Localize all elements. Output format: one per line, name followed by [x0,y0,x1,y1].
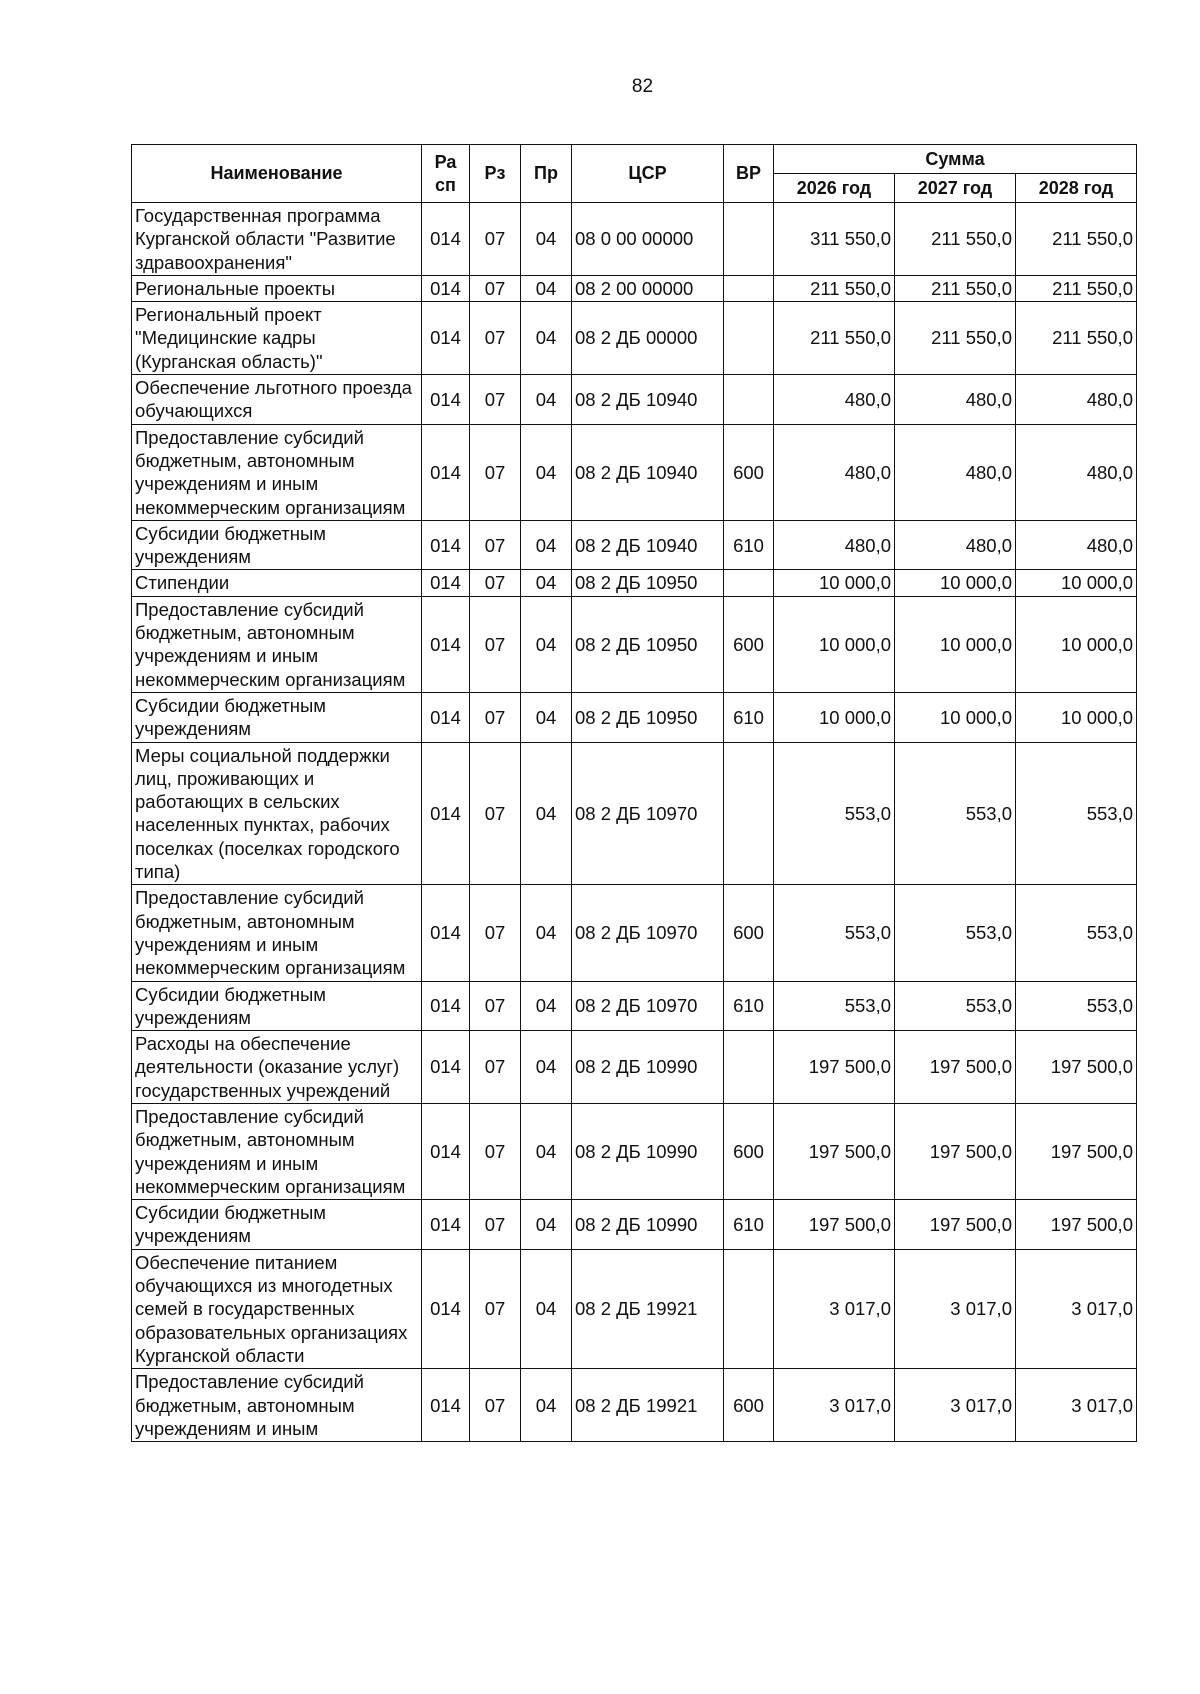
rasp-cell: 014 [422,302,470,375]
sum-2027-cell: 211 550,0 [895,275,1016,301]
rasp-cell: 014 [422,1200,470,1250]
rz-cell: 07 [470,692,521,742]
name-cell: Субсидии бюджетным учреждениям [132,1200,422,1250]
header-rz: Рз [470,145,521,203]
vr-cell [724,203,774,276]
csr-cell: 08 2 ДБ 10950 [572,570,724,596]
table-row [132,885,1137,981]
rz-cell: 07 [470,520,521,570]
vr-cell: 600 [724,596,774,692]
table-row [132,1031,1137,1104]
rz-cell: 07 [470,1249,521,1368]
sum-2027-cell: 553,0 [895,981,1016,1031]
vr-cell: 610 [724,1200,774,1250]
rasp-cell: 014 [422,1369,470,1442]
sum-2028-cell: 211 550,0 [1016,275,1137,301]
sum-2027-cell: 211 550,0 [895,302,1016,375]
name-cell: Субсидии бюджетным учреждениям [132,692,422,742]
sum-2028-cell: 480,0 [1016,375,1137,425]
rasp-cell: 014 [422,203,470,276]
rasp-cell: 014 [422,981,470,1031]
sum-2027-cell: 3 017,0 [895,1249,1016,1368]
rz-cell: 07 [470,302,521,375]
table-row [132,742,1137,885]
vr-cell [724,742,774,885]
name-cell: Обеспечение питанием обучающихся из многодетных семей в государственных образовательных организациях Курганской области [132,1249,422,1368]
sum-2028-cell: 10 000,0 [1016,692,1137,742]
table-row [132,981,1137,1031]
csr-cell: 08 2 ДБ 00000 [572,302,724,375]
sum-2027-cell: 480,0 [895,520,1016,570]
pr-cell: 04 [521,520,572,570]
rasp-cell: 014 [422,885,470,981]
rz-cell: 07 [470,424,521,520]
name-cell: Региональный проект "Медицинские кадры (Курганская область)" [132,302,422,375]
header-year-2027: 2027 год [895,174,1016,203]
header-csr: ЦСР [572,145,724,203]
rasp-cell: 014 [422,375,470,425]
vr-cell: 600 [724,885,774,981]
pr-cell: 04 [521,981,572,1031]
sum-2028-cell: 197 500,0 [1016,1103,1137,1199]
name-cell: Обеспечение льготного проезда обучающихся [132,375,422,425]
rasp-cell: 014 [422,742,470,885]
sum-2028-cell: 3 017,0 [1016,1369,1137,1442]
table-body [132,203,1137,1442]
pr-cell: 04 [521,1200,572,1250]
sum-2026-cell: 480,0 [774,520,895,570]
rasp-cell: 014 [422,1103,470,1199]
csr-cell: 08 0 00 00000 [572,203,724,276]
csr-cell: 08 2 ДБ 19921 [572,1249,724,1368]
sum-2027-cell: 197 500,0 [895,1031,1016,1104]
sum-2028-cell: 553,0 [1016,742,1137,885]
vr-cell: 610 [724,981,774,1031]
vr-cell: 610 [724,692,774,742]
rz-cell: 07 [470,885,521,981]
sum-2028-cell: 10 000,0 [1016,570,1137,596]
table-row [132,275,1137,301]
rasp-cell: 014 [422,692,470,742]
sum-2026-cell: 10 000,0 [774,570,895,596]
name-cell: Меры социальной поддержки лиц, проживающих и работающих в сельских населенных пунктах, рабочих поселках (поселках городского типа) [132,742,422,885]
rz-cell: 07 [470,1031,521,1104]
rasp-cell: 014 [422,1031,470,1104]
sum-2026-cell: 3 017,0 [774,1369,895,1442]
vr-cell: 610 [724,520,774,570]
pr-cell: 04 [521,424,572,520]
name-cell: Региональные проекты [132,275,422,301]
name-cell: Предоставление субсидий бюджетным, автономным учреждениям и иным [132,1369,422,1442]
pr-cell: 04 [521,302,572,375]
sum-2027-cell: 10 000,0 [895,692,1016,742]
rasp-cell: 014 [422,1249,470,1368]
sum-2028-cell: 197 500,0 [1016,1031,1137,1104]
name-cell: Предоставление субсидий бюджетным, автономным учреждениям и иным некоммерческим организациям [132,885,422,981]
csr-cell: 08 2 ДБ 10940 [572,375,724,425]
csr-cell: 08 2 ДБ 10990 [572,1031,724,1104]
rz-cell: 07 [470,596,521,692]
sum-2026-cell: 553,0 [774,981,895,1031]
sum-2028-cell: 197 500,0 [1016,1200,1137,1250]
header-rasp: Ра сп [422,145,470,203]
sum-2026-cell: 480,0 [774,375,895,425]
name-cell: Субсидии бюджетным учреждениям [132,520,422,570]
sum-2027-cell: 553,0 [895,885,1016,981]
header-year-2026: 2026 год [774,174,895,203]
table-row [132,424,1137,520]
table-row [132,203,1137,276]
rz-cell: 07 [470,981,521,1031]
header-name: Наименование [132,145,422,203]
csr-cell: 08 2 ДБ 10990 [572,1200,724,1250]
vr-cell [724,1249,774,1368]
vr-cell: 600 [724,424,774,520]
sum-2027-cell: 197 500,0 [895,1103,1016,1199]
pr-cell: 04 [521,596,572,692]
sum-2027-cell: 553,0 [895,742,1016,885]
sum-2026-cell: 197 500,0 [774,1031,895,1104]
name-cell: Предоставление субсидий бюджетным, автономным учреждениям и иным некоммерческим организациям [132,596,422,692]
sum-2027-cell: 480,0 [895,424,1016,520]
csr-cell: 08 2 ДБ 10940 [572,520,724,570]
csr-cell: 08 2 ДБ 10970 [572,885,724,981]
table-row [132,1369,1137,1442]
name-cell: Стипендии [132,570,422,596]
rz-cell: 07 [470,742,521,885]
sum-2026-cell: 197 500,0 [774,1200,895,1250]
sum-2028-cell: 10 000,0 [1016,596,1137,692]
sum-2028-cell: 211 550,0 [1016,203,1137,276]
sum-2028-cell: 480,0 [1016,520,1137,570]
sum-2027-cell: 10 000,0 [895,596,1016,692]
pr-cell: 04 [521,275,572,301]
rasp-cell: 014 [422,570,470,596]
pr-cell: 04 [521,1369,572,1442]
table-row [132,520,1137,570]
table-row [132,692,1137,742]
sum-2026-cell: 553,0 [774,885,895,981]
vr-cell [724,375,774,425]
rz-cell: 07 [470,375,521,425]
pr-cell: 04 [521,1103,572,1199]
table-row [132,1103,1137,1199]
sum-2027-cell: 211 550,0 [895,203,1016,276]
table-row [132,1249,1137,1368]
csr-cell: 08 2 ДБ 10940 [572,424,724,520]
sum-2028-cell: 553,0 [1016,981,1137,1031]
sum-2026-cell: 197 500,0 [774,1103,895,1199]
table-row [132,596,1137,692]
sum-2028-cell: 480,0 [1016,424,1137,520]
table-row [132,570,1137,596]
sum-2026-cell: 10 000,0 [774,692,895,742]
vr-cell [724,302,774,375]
name-cell: Государственная программа Курганской области "Развитие здравоохранения" [132,203,422,276]
vr-cell: 600 [724,1103,774,1199]
rasp-cell: 014 [422,424,470,520]
sum-2028-cell: 3 017,0 [1016,1249,1137,1368]
csr-cell: 08 2 ДБ 19921 [572,1369,724,1442]
vr-cell [724,1031,774,1104]
pr-cell: 04 [521,570,572,596]
table-row [132,302,1137,375]
rz-cell: 07 [470,275,521,301]
sum-2028-cell: 553,0 [1016,885,1137,981]
csr-cell: 08 2 00 00000 [572,275,724,301]
rz-cell: 07 [470,203,521,276]
header-sum: Сумма [774,145,1137,174]
sum-2026-cell: 211 550,0 [774,302,895,375]
rasp-cell: 014 [422,520,470,570]
pr-cell: 04 [521,203,572,276]
sum-2027-cell: 197 500,0 [895,1200,1016,1250]
table-row [132,1200,1137,1250]
rz-cell: 07 [470,1200,521,1250]
header-vr: ВР [724,145,774,203]
sum-2027-cell: 3 017,0 [895,1369,1016,1442]
pr-cell: 04 [521,1031,572,1104]
budget-table [131,144,1137,1442]
name-cell: Предоставление субсидий бюджетным, автономным учреждениям и иным некоммерческим организациям [132,424,422,520]
pr-cell: 04 [521,885,572,981]
pr-cell: 04 [521,692,572,742]
sum-2026-cell: 3 017,0 [774,1249,895,1368]
vr-cell [724,570,774,596]
sum-2027-cell: 10 000,0 [895,570,1016,596]
header-year-2028: 2028 год [1016,174,1137,203]
rasp-cell: 014 [422,275,470,301]
csr-cell: 08 2 ДБ 10990 [572,1103,724,1199]
rz-cell: 07 [470,570,521,596]
name-cell: Предоставление субсидий бюджетным, автономным учреждениям и иным некоммерческим организациям [132,1103,422,1199]
sum-2026-cell: 311 550,0 [774,203,895,276]
rz-cell: 07 [470,1369,521,1442]
name-cell: Субсидии бюджетным учреждениям [132,981,422,1031]
sum-2026-cell: 211 550,0 [774,275,895,301]
vr-cell: 600 [724,1369,774,1442]
csr-cell: 08 2 ДБ 10950 [572,692,724,742]
csr-cell: 08 2 ДБ 10970 [572,742,724,885]
sum-2026-cell: 480,0 [774,424,895,520]
table-row [132,375,1137,425]
sum-2026-cell: 553,0 [774,742,895,885]
rz-cell: 07 [470,1103,521,1199]
vr-cell [724,275,774,301]
page-number: 82 [631,76,654,97]
pr-cell: 04 [521,742,572,885]
sum-2027-cell: 480,0 [895,375,1016,425]
name-cell: Расходы на обеспечение деятельности (оказание услуг) государственных учреждений [132,1031,422,1104]
sum-2026-cell: 10 000,0 [774,596,895,692]
csr-cell: 08 2 ДБ 10970 [572,981,724,1031]
pr-cell: 04 [521,1249,572,1368]
rasp-cell: 014 [422,596,470,692]
sum-2028-cell: 211 550,0 [1016,302,1137,375]
csr-cell: 08 2 ДБ 10950 [572,596,724,692]
header-pr: Пр [521,145,572,203]
pr-cell: 04 [521,375,572,425]
